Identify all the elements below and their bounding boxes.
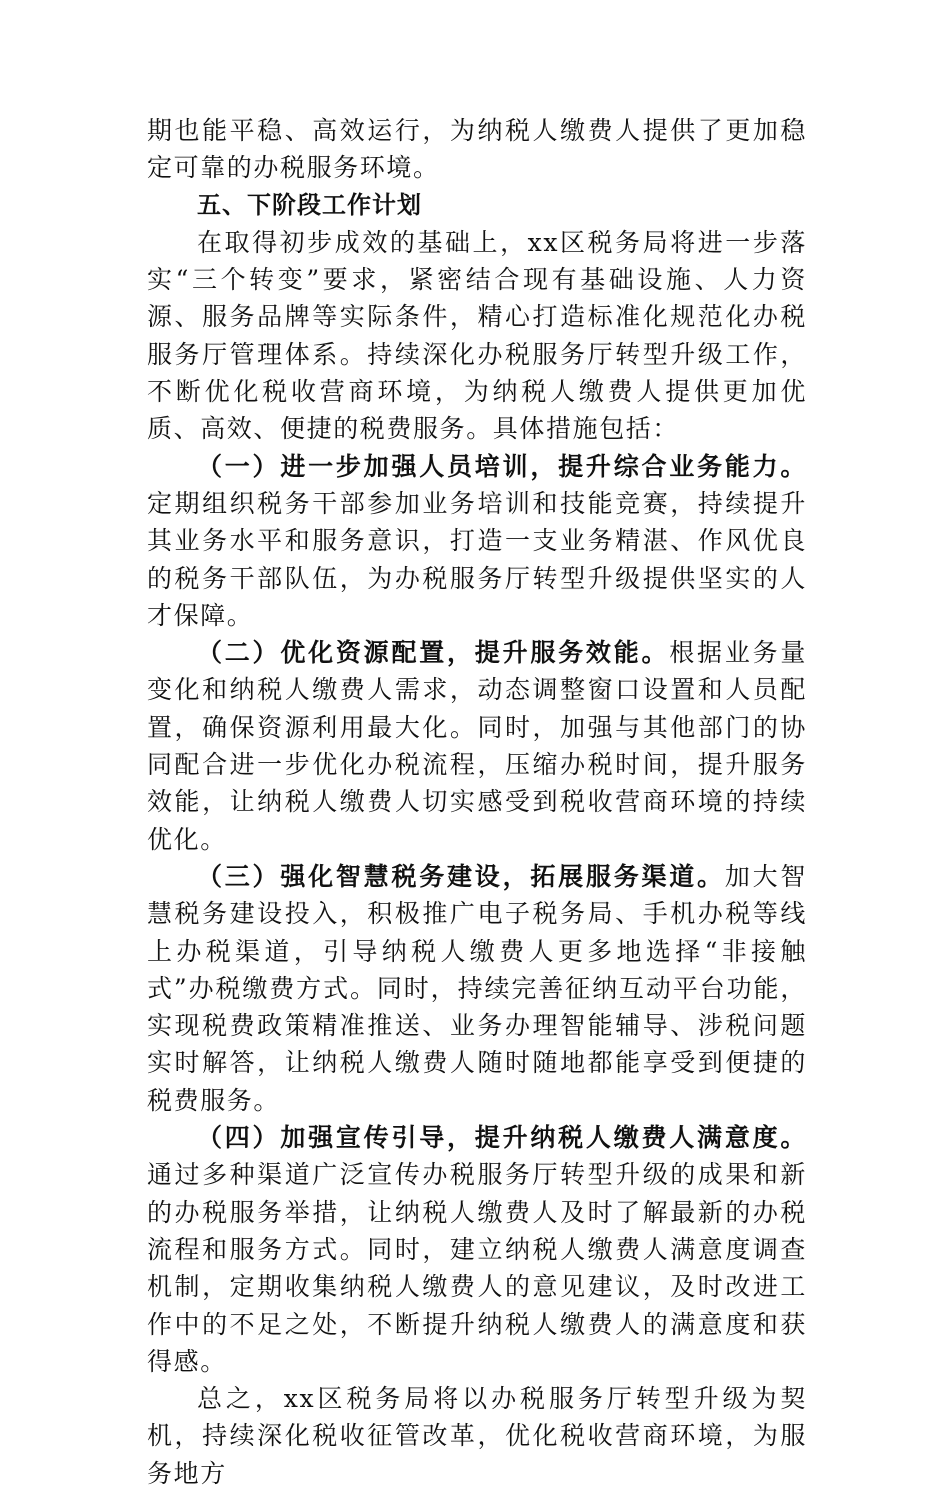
- measure-1-body: 定期组织税务干部参加业务培训和技能竞赛，持续提升其业务水平和服务意识，打造一支业务精湛、作风优良的税务干部队伍，为办税服务厅转型升级提供坚实的人才保障。: [147, 488, 807, 630]
- measure-4-lead: （四）加强宣传引导，提升纳税人缴费人满意度。: [197, 1123, 807, 1153]
- measure-item-3: [147, 858, 807, 1119]
- document-body: [147, 112, 807, 1492]
- section-heading: 五、下阶段工作计划: [197, 190, 422, 219]
- measure-item-2: [147, 634, 807, 858]
- measure-4-body: 通过多种渠道广泛宣传办税服务厅转型升级的成果和新的办税服务举措，让纳税人缴费人及时了解最新的办税流程和服务方式。同时，建立纳税人缴费人满意度调查机制，定期收集纳税人缴费人的意见建议，及时改进工作中的不足之处，不断提升纳税人缴费人的满意度和获得感。: [147, 1160, 807, 1376]
- measure-3-lead: （三）强化智慧税务建设，拓展服务渠道。: [197, 861, 725, 891]
- measure-item-4: [147, 1119, 807, 1380]
- measure-2-body: 根据业务量变化和纳税人缴费人需求，动态调整窗口设置和人员配置，确保资源利用最大化。同时，加强与其他部门的协同配合进一步优化办税流程，压缩办税时间，提升服务效能，让纳税人缴费人切实感受到税收营商环境的持续优化。: [147, 638, 807, 854]
- measure-2-lead: （二）优化资源配置，提升服务效能。: [197, 638, 670, 668]
- paragraph-conclusion: 总之，xx区税务局将以办税服务厅转型升级为契机，持续深化税收征管改革，优化税收营商环境，为服务地方: [147, 1384, 807, 1488]
- paragraph-intro: 在取得初步成效的基础上，xx区税务局将进一步落实“三个转变”要求，紧密结合现有基础设施、人力资源、服务品牌等实际条件，精心打造标准化规范化办税服务厅管理体系。持续深化办税服务厅转型升级工作，不断优化税收营商环境，为纳税人缴费人提供更加优质、高效、便捷的税费服务。具体措施包括：: [147, 227, 807, 444]
- measure-item-1: [147, 448, 807, 634]
- paragraph-continuation: 期也能平稳、高效运行，为纳税人缴费人提供了更加稳定可靠的办税服务环境。: [147, 116, 807, 183]
- measure-1-lead: （一）进一步加强人员培训，提升综合业务能力。: [197, 451, 807, 481]
- measure-3-body: 加大智慧税务建设投入，积极推广电子税务局、手机办税等线上办税渠道，引导纳税人缴费人更多地选择“非接触式”办税缴费方式。同时，持续完善征纳互动平台功能，实现税费政策精准推送、业务办理智能辅导、涉税问题实时解答，让纳税人缴费人随时随地都能享受到便捷的税费服务。: [147, 861, 807, 1115]
